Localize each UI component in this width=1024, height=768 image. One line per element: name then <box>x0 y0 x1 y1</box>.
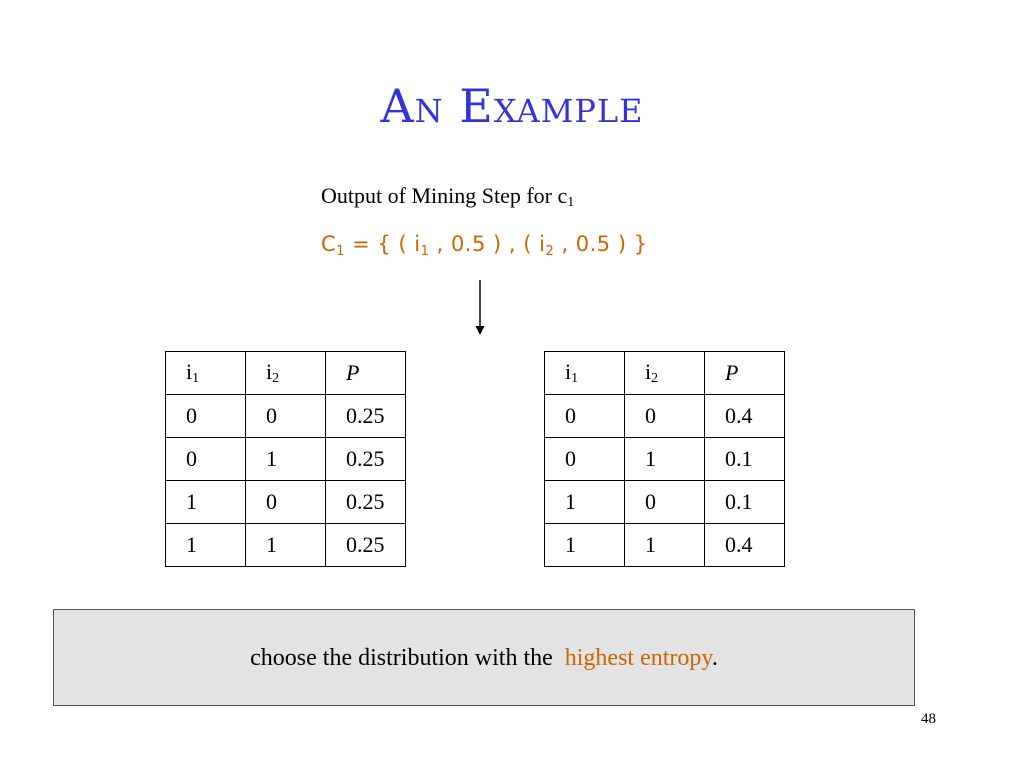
caption-text: Output of Mining Step for c <box>321 183 568 208</box>
header-cell-i1 <box>166 352 246 395</box>
table-cell: 1 <box>246 438 326 481</box>
table-cell: 0 <box>166 438 246 481</box>
table-cell: 1 <box>625 438 705 481</box>
note-highlight: highest entropy <box>564 645 712 671</box>
header-label: i <box>266 359 273 384</box>
constraint-formula <box>321 229 648 267</box>
note-prefix: choose the distribution with the <box>250 645 553 671</box>
header-cell-p <box>705 352 785 395</box>
table-cell: 0.25 <box>326 481 406 524</box>
table-row <box>545 481 785 524</box>
note-suffix: . <box>711 645 718 671</box>
header-label: i <box>645 359 652 384</box>
table-cell: 0 <box>166 395 246 438</box>
slide-title: An Example <box>380 79 644 133</box>
table-cell: 0 <box>545 395 625 438</box>
table-cell: 0.25 <box>326 524 406 567</box>
table-row <box>545 395 785 438</box>
down-arrow-icon <box>472 280 488 336</box>
header-label: P <box>346 360 360 385</box>
header-cell-i2 <box>625 352 705 395</box>
header-subscript: 1 <box>192 371 200 386</box>
page-number: 48 <box>921 711 936 727</box>
formula-lhs: C <box>321 232 337 256</box>
table-cell: 0.4 <box>705 395 785 438</box>
table-cell: 1 <box>246 524 326 567</box>
table-cell: 1 <box>545 481 625 524</box>
conclusion-note-box <box>53 609 915 706</box>
table-cell: 1 <box>625 524 705 567</box>
table-row <box>545 438 785 481</box>
table-cell: 1 <box>166 481 246 524</box>
table-cell: 0.1 <box>705 481 785 524</box>
formula-lhs-sub: 1 <box>336 244 345 259</box>
header-subscript: 2 <box>272 371 280 386</box>
header-subscript: 2 <box>651 371 659 386</box>
formula-middle: , 0.5 ) , ( i <box>429 232 546 256</box>
table-cell: 0 <box>625 395 705 438</box>
formula-i2-sub: 2 <box>545 244 555 259</box>
table-cell: 0.25 <box>326 395 406 438</box>
header-label: i <box>565 359 572 384</box>
header-cell-p <box>326 352 406 395</box>
caption-subscript: 1 <box>567 195 575 210</box>
table-header-row <box>545 352 785 395</box>
distribution-table-uniform <box>165 351 406 567</box>
formula-i1-sub: 1 <box>420 244 430 259</box>
header-label: P <box>725 360 739 385</box>
header-label: i <box>186 359 193 384</box>
table-cell: 0 <box>246 395 326 438</box>
header-cell-i1 <box>545 352 625 395</box>
formula-open: = { ( i <box>344 232 421 256</box>
table-cell: 0.25 <box>326 438 406 481</box>
table-cell: 0.1 <box>705 438 785 481</box>
header-cell-i2 <box>246 352 326 395</box>
table-cell: 1 <box>545 524 625 567</box>
table-row <box>166 524 406 567</box>
table-row <box>166 481 406 524</box>
table-row <box>166 438 406 481</box>
formula-close: , 0.5 ) } <box>554 232 648 256</box>
table-row <box>166 395 406 438</box>
table-cell: 1 <box>166 524 246 567</box>
table-cell: 0.4 <box>705 524 785 567</box>
table-row <box>545 524 785 567</box>
mining-step-caption <box>321 182 574 217</box>
table-cell: 0 <box>625 481 705 524</box>
header-subscript: 1 <box>571 371 579 386</box>
table-cell: 0 <box>246 481 326 524</box>
table-cell: 0 <box>545 438 625 481</box>
distribution-table-skewed <box>544 351 785 567</box>
table-header-row <box>166 352 406 395</box>
